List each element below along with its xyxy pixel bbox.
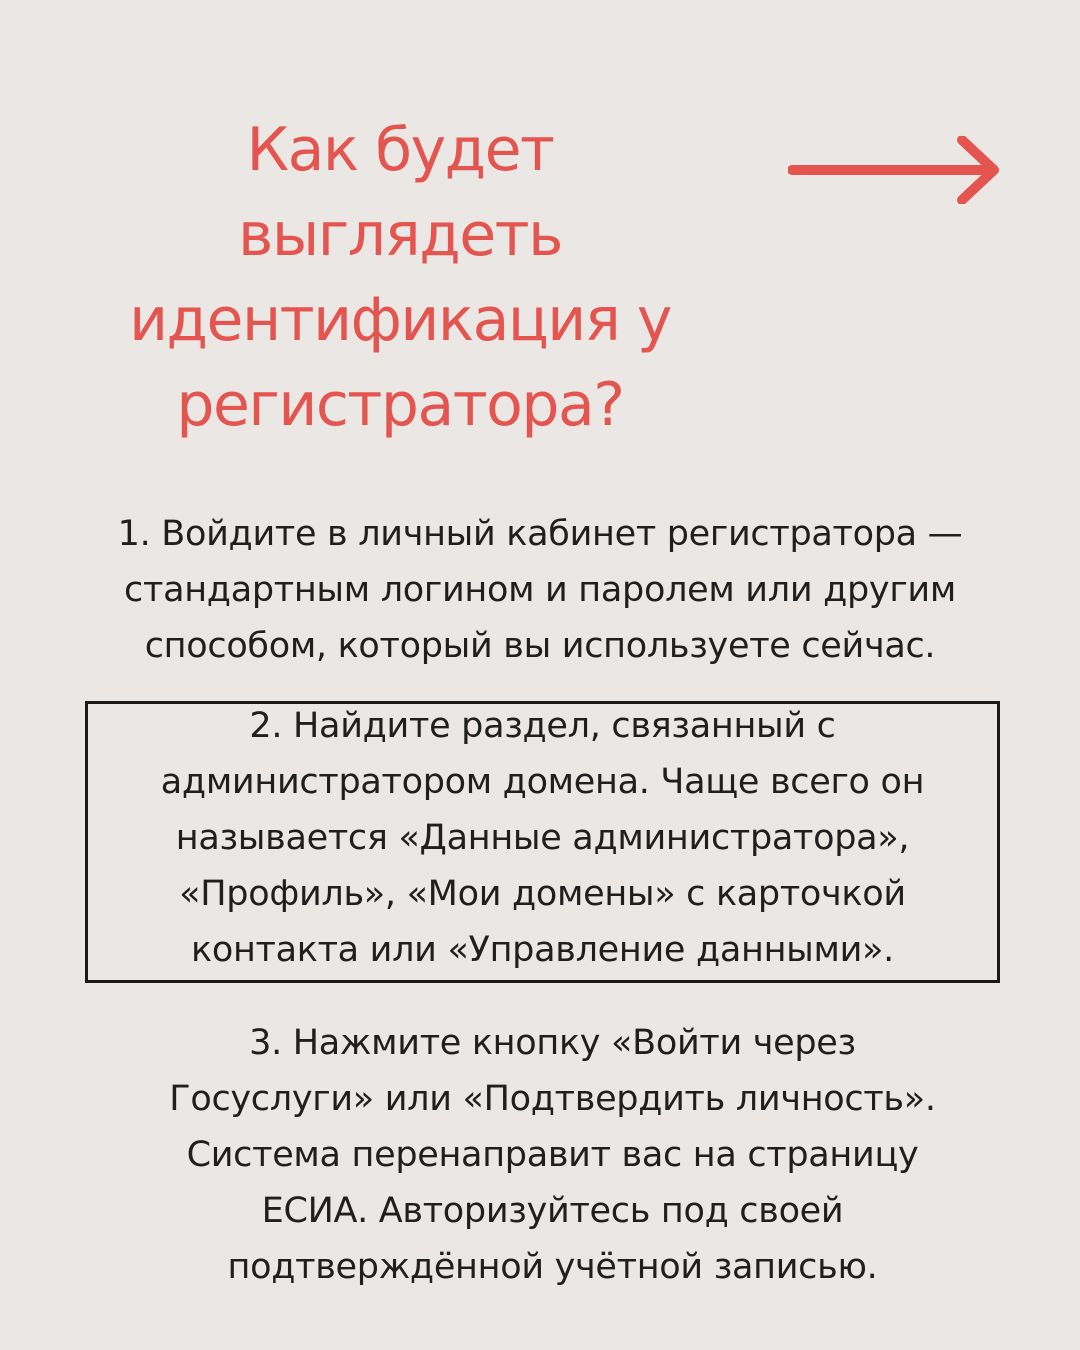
title-line: Как будет xyxy=(246,115,554,185)
step-line: 2. Найдите раздел, связанный с xyxy=(249,706,836,746)
title-line: регистратора? xyxy=(176,370,624,440)
title-line: идентификация у xyxy=(129,285,671,355)
step-line: администратором домена. Чаще всего он xyxy=(160,762,925,802)
step-line: подтверждённой учётной записью. xyxy=(227,1247,878,1287)
title-line: выглядеть xyxy=(238,200,562,270)
step-line: ЕСИА. Авторизуйтесь под своей xyxy=(261,1191,844,1231)
page-title xyxy=(100,108,700,448)
step-line: контакта или «Управление данными». xyxy=(190,930,894,970)
step-line: «Профиль», «Мои домены» с карточкой xyxy=(179,874,906,914)
arrow-right-icon xyxy=(788,136,1002,204)
step-line: 3. Нажмите кнопку «Войти через xyxy=(249,1023,856,1063)
step-line: стандартным логином и паролем или другим xyxy=(124,570,956,610)
step-line: Госуслуги» или «Подтвердить личность». xyxy=(169,1079,936,1119)
step-line: способом, который вы используете сейчас. xyxy=(144,626,936,666)
step-2-text xyxy=(88,698,997,978)
step-line: Система перенаправит вас на страницу xyxy=(186,1135,919,1175)
step-line: 1. Войдите в личный кабинет регистратора — xyxy=(117,514,963,554)
step-3-text xyxy=(40,1015,1065,1295)
step-line: называется «Данные администратора», xyxy=(175,818,910,858)
step-1-text xyxy=(40,506,1040,674)
